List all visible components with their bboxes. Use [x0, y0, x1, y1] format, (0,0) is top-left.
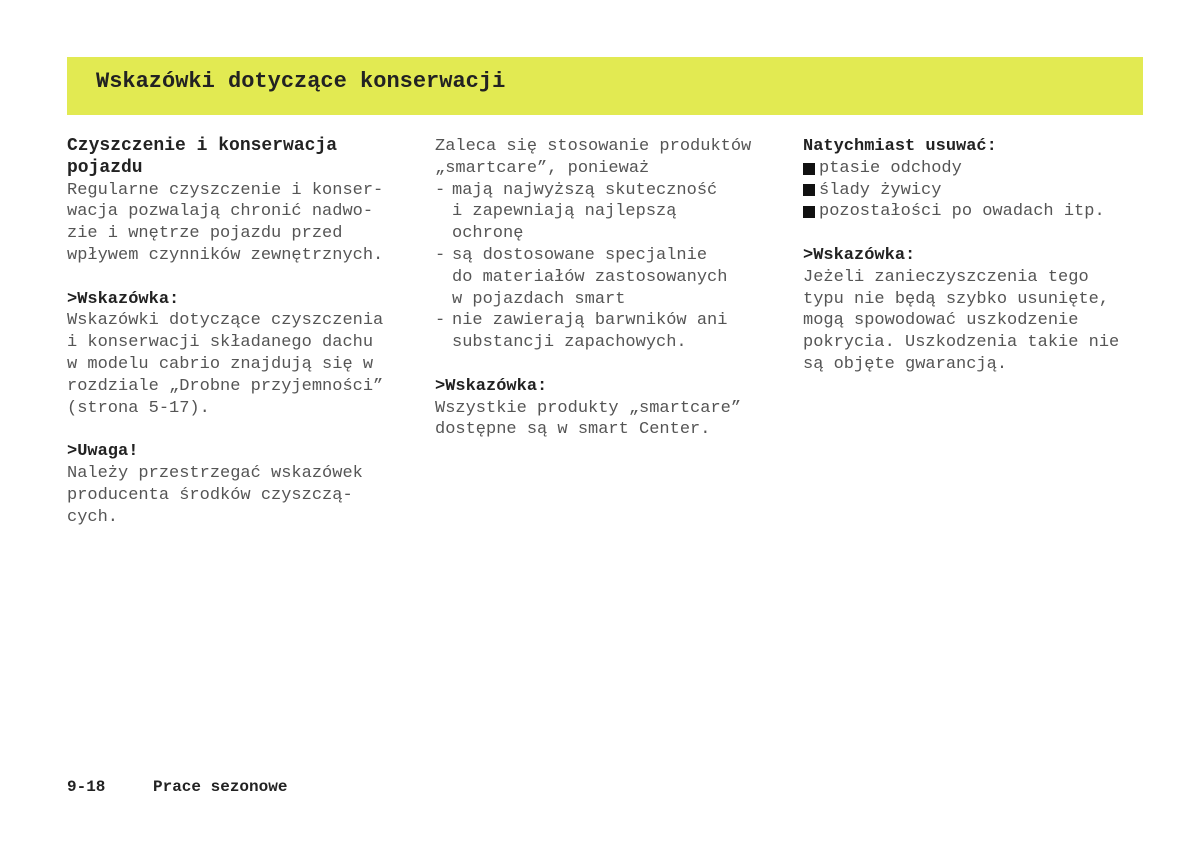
column2-hint-line: Wszystkie produkty „smartcare” [435, 398, 742, 418]
dash-item-line: substancji zapachowych. [452, 333, 687, 353]
dash-item-line: mają najwyższą skuteczność [452, 180, 718, 200]
bullet-text: ptasie odchody [819, 158, 962, 178]
dash-marker: - [435, 311, 446, 331]
column1-hint-line: w modelu cabrio znajdują się w [67, 354, 374, 374]
dash-item-line: do materiałów zastosowanych [452, 267, 728, 287]
column3-hint-line: mogą spowodować uszkodzenie [803, 311, 1079, 331]
dash-list-item [435, 310, 785, 354]
column2-intro-line: „smartcare”, ponieważ [435, 158, 650, 178]
column1-hint-label: >Wskazówka: [67, 289, 180, 309]
column1-warning-line: producenta środków czyszczą- [67, 485, 353, 505]
column1-heading-line2: pojazdu [67, 157, 143, 178]
bullet-text: ślady żywicy [819, 180, 942, 200]
page-footer [67, 777, 287, 797]
column1-warning-line: Należy przestrzegać wskazówek [67, 463, 363, 483]
bullet-list-item [803, 158, 1153, 180]
column1-intro-line: wacja pozwalają chronić nadwo- [67, 202, 374, 222]
bullet-list-item [803, 180, 1153, 202]
column3-hint-line: Jeżeli zanieczyszczenia tego [803, 267, 1089, 287]
column3-hint-label: >Wskazówka: [803, 245, 916, 265]
column1-intro-line: Regularne czyszczenie i konser- [67, 180, 384, 200]
column1-hint-line: Wskazówki dotyczące czyszczenia [67, 311, 384, 331]
spacer [803, 223, 1153, 245]
dash-marker: - [435, 180, 446, 200]
section-banner [67, 57, 1143, 115]
square-bullet-icon [803, 184, 815, 196]
spacer [435, 354, 785, 376]
column1-intro-line: zie i wnętrze pojazdu przed [67, 224, 343, 244]
column2-hint-label: >Wskazówka: [435, 376, 548, 396]
column3-hint-line: typu nie będą szybko usunięte, [803, 289, 1110, 309]
dash-item-line: są dostosowane specjalnie [452, 245, 708, 265]
dash-item-line: w pojazdach smart [452, 289, 626, 309]
footer-section-title: Prace sezonowe [153, 778, 288, 796]
column1-warning-label: >Uwaga! [67, 442, 139, 462]
spacer [67, 267, 417, 289]
column1-warning-line: cych. [67, 507, 119, 527]
square-bullet-icon [803, 206, 815, 218]
square-bullet-icon [803, 163, 815, 175]
column3-hint-line: są objęte gwarancją. [803, 354, 1008, 374]
dash-list-item [435, 180, 785, 245]
column1-hint-line: rozdziale „Drobne przyjemności” [67, 376, 384, 396]
dash-marker: - [435, 245, 446, 265]
column1-hint-line: (strona 5-17). [67, 398, 210, 418]
spacer [67, 419, 417, 441]
dash-item-line: i zapewniają najlepszą [452, 202, 677, 222]
column-remove [803, 136, 1153, 376]
page-title: Wskazówki dotyczące konserwacji [96, 69, 506, 94]
column2-intro-line: Zaleca się stosowanie produktów [435, 137, 752, 156]
column3-heading: Natychmiast usuwać: [803, 137, 997, 156]
column1-heading-line1: Czyszczenie i konserwacja [67, 136, 338, 156]
column3-hint-line: pokrycia. Uszkodzenia takie nie [803, 333, 1120, 353]
column-smartcare [435, 136, 785, 441]
bullet-text: pozostałości po owadach itp. [819, 202, 1105, 222]
column1-intro-line: wpływem czynników zewnętrznych. [67, 245, 384, 265]
dash-item-line: ochronę [452, 224, 524, 244]
column2-hint-line: dostępne są w smart Center. [435, 420, 711, 440]
bullet-list-item [803, 201, 1153, 223]
dash-list-item [435, 245, 785, 310]
column-cleaning [67, 136, 417, 528]
column1-hint-line: i konserwacji składanego dachu [67, 333, 374, 353]
dash-item-line: nie zawierają barwników ani [452, 311, 728, 331]
page-number: 9-18 [67, 778, 106, 796]
